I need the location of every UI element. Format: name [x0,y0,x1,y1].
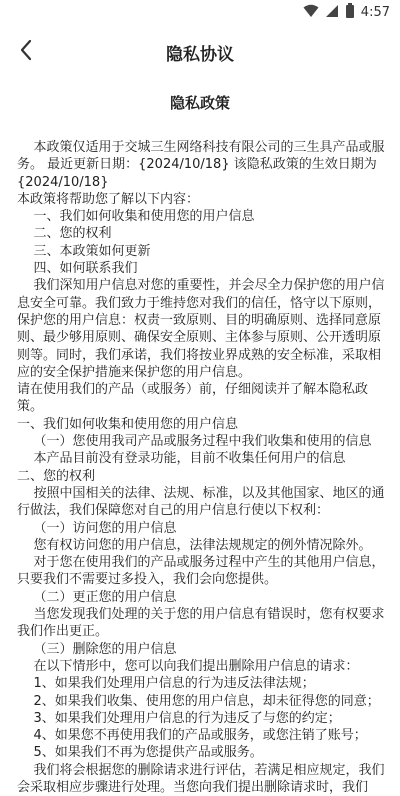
privacy-policy-content[interactable] [0,80,400,795]
document-body [0,139,400,796]
policy-paragraph: 1、如果我们处理用户信息的行为违反法律法规； [17,676,315,692]
wifi-icon [303,4,319,22]
policy-paragraph: 四、如何联系我们 [17,261,138,277]
policy-paragraph: 3、如果我们处理用户信息的行为违反了与您的约定； [17,710,341,726]
policy-paragraph: （一）访问您的用户信息 [17,520,177,536]
policy-paragraph: 我们将会根据您的删除请求进行评估，若满足相应规定，我们会采取相应步骤进行处理。当您向我们提出删除请求时，我们 [17,762,385,795]
policy-paragraph: 二、您的权利 [17,226,112,242]
status-time: 4:57 [360,5,390,20]
policy-paragraph: 一、我们如何收集和使用您的用户信息 [17,416,239,432]
policy-paragraph: 2、如果我们收集、使用您的用户信息，却未征得您的同意； [17,693,380,709]
document-heading: 隐私政策 [169,94,230,112]
policy-paragraph: 一、我们如何收集和使用您的用户信息 [17,209,255,225]
policy-paragraph: 本政策将帮助您了解以下内容： [17,191,200,207]
policy-paragraph: 按照中国相关的法律、法规、标准，以及其他国家、地区的通行做法，我们保障您对自己的用户信息行使以下权利： [17,485,385,519]
policy-paragraph: 请在使用我们的产品（或服务）前，仔细阅读并了解本隐私政策。 [17,382,369,415]
policy-paragraph: 您有权访问您的用户信息，法律法规规定的例外情况除外。 [17,537,372,553]
signal-icon [325,4,339,22]
policy-paragraph: 对于您在使用我们的产品或服务过程中产生的其他用户信息，只要我们不需要过多投入，我们会向您提供。 [17,555,385,588]
policy-paragraph: 本政策仅适用于交城三生网络科技有限公司的三生具产品或服务。 最近更新日期：{2024/10/18} 该隐私政策的生效日期为{2024/10/18} [17,140,385,190]
policy-paragraph: 4、如果您不再使用我们的产品或服务，或您注销了账号； [17,728,367,744]
battery-icon [345,3,355,22]
policy-paragraph: 在以下情形中，您可以向我们提出删除用户信息的请求： [17,658,359,674]
policy-paragraph: 我们深知用户信息对您的重要性，并会尽全力保护您的用户信息安全可靠。我们致力于维持您对我们的信任，恪守以下原则，保护您的用户信息：权责一致原则、目的明确原则、选择同意原则、最少够用原则、确保安全原则、主体参与原则、公开透明原则等。同时，我们承诺，我们将按业界成熟的安全标准，采取相应的安全保护措施来保护您的用户信息。 [17,278,385,380]
page-title: 隐私协议 [166,45,234,65]
app-bar [0,24,400,80]
policy-paragraph: （一）您使用我司产品或服务过程中我们收集和使用的信息 [17,434,372,450]
policy-paragraph: 二、您的权利 [17,468,96,484]
policy-paragraph: （二）更正您的用户信息 [17,589,177,605]
policy-paragraph: 5、如果我们不再为您提供产品或服务。 [17,745,263,761]
status-icons [303,3,390,22]
policy-paragraph: 本产品目前没有登录功能，目前不收集任何用户的信息 [17,451,346,467]
policy-paragraph: 三、本政策如何更新 [17,243,151,259]
policy-paragraph: （三）删除您的用户信息 [17,641,177,657]
policy-paragraph: 当您发现我们处理的关于您的用户信息有错误时，您有权要求我们作出更正。 [17,607,385,640]
status-bar [0,0,400,24]
